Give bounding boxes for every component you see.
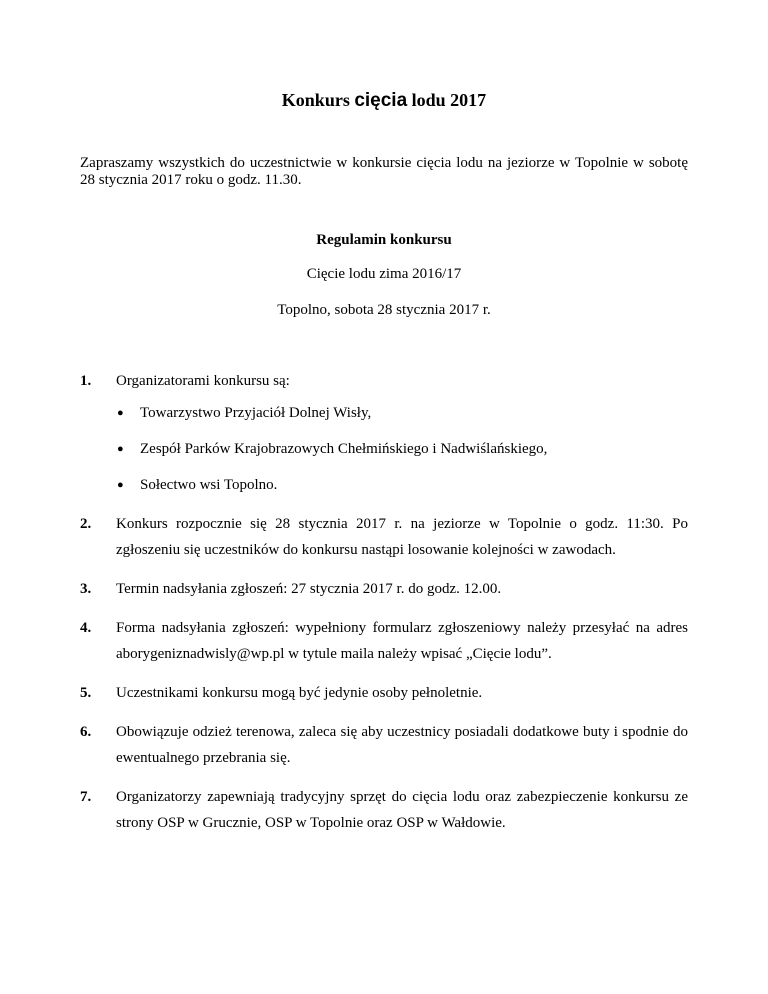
rule-number: 7. <box>80 789 92 805</box>
intro-paragraph: Zapraszamy wszystkich do uczestnictwie w konkursie cięcia lodu na jeziorze w Topolnie w sobotę 28 stycznia 2017 roku o godz. 11.30. <box>80 155 688 188</box>
rules-list <box>80 368 688 849</box>
organizer-item <box>116 400 688 426</box>
bullet-icon: ● <box>117 479 124 491</box>
rules-subheading-date: Topolno, sobota 28 stycznia 2017 r. <box>277 302 491 318</box>
organizer-text: Towarzystwo Przyjaciół Dolnej Wisły, <box>140 405 372 421</box>
rule-text: Forma nadsyłania zgłoszeń: wypełniony formularz zgłoszeniowy należy przesyłać na adres aborygeniznadwisly@wp.pl w tytule maila należy wpisać „Cięcie lodu”. <box>116 620 688 662</box>
page-title <box>0 90 768 112</box>
bullet-icon: ● <box>117 407 124 419</box>
rule-number: 6. <box>80 724 92 740</box>
rule-item-6 <box>80 719 688 771</box>
rule-text: Organizatorami konkursu są: <box>116 373 290 389</box>
rule-item-1 <box>80 368 688 498</box>
title-part-3: lodu 2017 <box>407 90 487 110</box>
organizers-list <box>116 400 688 498</box>
title-part-1: Konkurs <box>281 90 355 110</box>
rule-text: Uczestnikami konkursu mogą być jedynie osoby pełnoletnie. <box>116 685 483 701</box>
rule-text: Termin nadsyłania zgłoszeń: 27 stycznia 2017 r. do godz. 12.00. <box>116 581 502 597</box>
rule-item-3 <box>80 576 688 602</box>
rule-number: 5. <box>80 685 92 701</box>
rule-number: 2. <box>80 516 92 532</box>
title-part-2: cięcia <box>354 90 408 111</box>
organizer-text: Zespół Parków Krajobrazowych Chełmińskiego i Nadwiślańskiego, <box>140 441 548 457</box>
rule-item-4 <box>80 615 688 667</box>
rule-text: Konkurs rozpocznie się 28 stycznia 2017 r. na jeziorze w Topolnie o godz. 11:30. Po zgłoszeniu się uczestników do konkursu nastąpi losowanie kolejności w zawodach. <box>116 516 688 558</box>
rule-number: 4. <box>80 620 92 636</box>
rule-item-5 <box>80 680 688 706</box>
bullet-icon: ● <box>117 443 124 455</box>
rules-subheading-season: Cięcie lodu zima 2016/17 <box>306 266 462 282</box>
rule-item-2 <box>80 511 688 563</box>
rule-number: 1. <box>80 373 92 389</box>
organizer-item <box>116 436 688 462</box>
rule-item-7 <box>80 784 688 836</box>
organizer-item <box>116 472 688 498</box>
rule-number: 3. <box>80 581 92 597</box>
rule-text: Organizatorzy zapewniają tradycyjny sprzęt do cięcia lodu oraz zabezpieczenie konkursu ze strony OSP w Grucznie, OSP w Topolnie oraz OSP w Wałdowie. <box>116 789 688 831</box>
rule-text: Obowiązuje odzież terenowa, zaleca się aby uczestnicy posiadali dodatkowe buty i spodnie do ewentualnego przebrania się. <box>116 724 688 766</box>
rules-heading: Regulamin konkursu <box>316 232 452 248</box>
organizer-text: Sołectwo wsi Topolno. <box>140 477 278 493</box>
